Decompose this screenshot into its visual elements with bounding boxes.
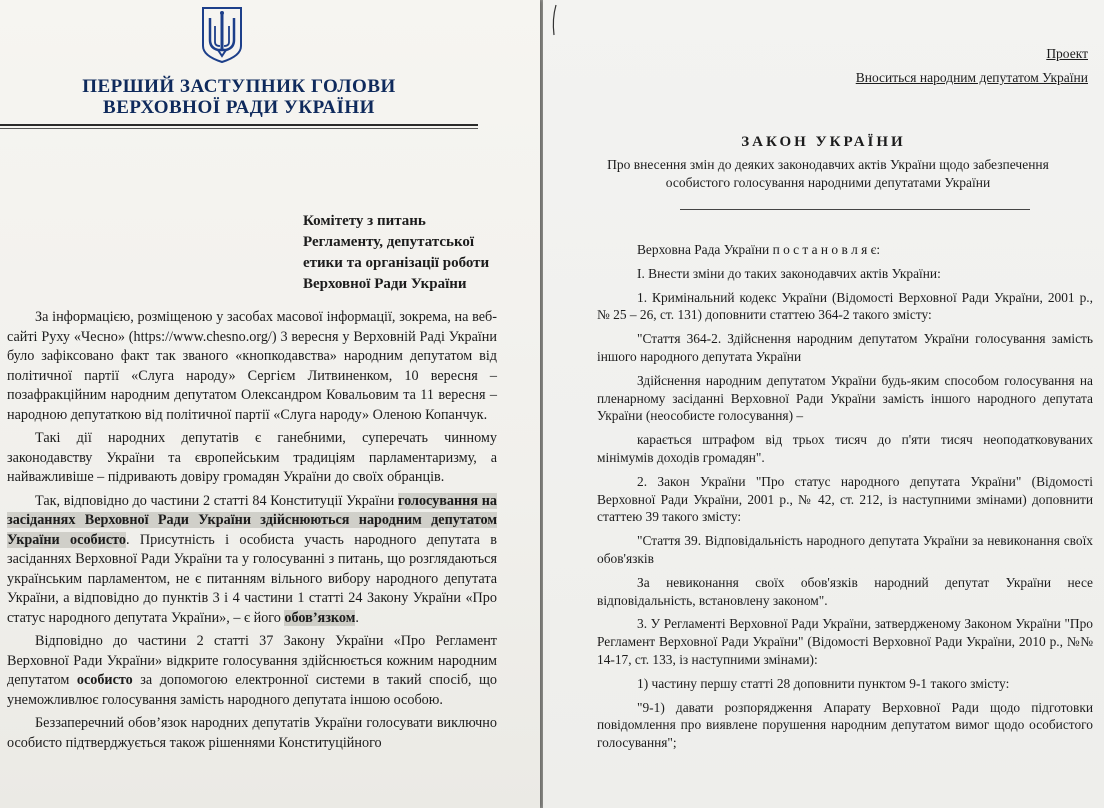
paragraph: Беззаперечний обов’язок народних депутатів України голосувати виключно особисто підтверджується також рішеннями Конституційного bbox=[7, 715, 497, 751]
header-divider-thin bbox=[0, 128, 478, 129]
law-item: Здійснення народним депутатом України будь-яким способом голосування на пленарному засіданні Верховної Ради України замість іншого народного депутата України (неособисте голосування) – bbox=[597, 372, 1093, 424]
trident-emblem-icon bbox=[201, 6, 243, 64]
paragraph: За інформацією, розміщеною у засобах масової інформації, зокрема, на веб-сайті Руху «Чесно» (https://www.chesno.org/) 3 вересня у Верховній Раді України було зафіксовано факт так званого «кнопкодавства» народним депутатом від політичної партії «Слуга народу» Сергієм Литвиненком, 10 вересня – позафракційним народним депутатом Олександром Ковальовим та 11 вересня – народною депутаткою від політичної партії «Слуга народу» Оленою Копанчук. bbox=[7, 309, 497, 423]
law-item: 1) частину першу статті 28 доповнити пунктом 9-1 такого змісту: bbox=[637, 675, 1010, 691]
addressee-line: Верховної Ради України bbox=[303, 276, 467, 292]
paragraph: Такі дії народних депутатів є ганебними, суперечать чинному законодавству України та європейським традиціям парламентаризму, а найважливіше – підривають довіру громадян України до своїх обранців. bbox=[7, 430, 497, 485]
header-divider bbox=[0, 124, 478, 126]
law-item: "Стаття 39. Відповідальність народного депутата України за невиконання своїх обов'язків bbox=[597, 533, 1093, 566]
letter-body bbox=[7, 308, 497, 757]
addressee-line: Комітету з питань bbox=[303, 213, 426, 229]
text-run: Так, відповідно до частини 2 статті 84 Конституції України bbox=[35, 492, 398, 509]
addressee-line: Регламенту, депутатської bbox=[303, 234, 475, 250]
law-item: 3. У Регламенті Верховної Ради України, затвердженому Законом України "Про Регламент Верховної Ради України" (Відомості Верховної Ради України, 2010 р., №№ 14-17, ст. 133, із наступними змінами): bbox=[597, 616, 1093, 667]
law-item: 1. Кримінальний кодекс України (Відомості Верховної Ради України, 2001 р., № 25 – 26, ст. 131) доповнити статтею 364-2 такого змісту: bbox=[597, 289, 1093, 323]
highlighted-text: голосування на засіданнях Верховної Ради України здійснюються народним депутатом України особисто bbox=[7, 492, 497, 548]
pen-mark bbox=[550, 3, 558, 37]
law-title: ЗАКОН УКРАЇНИ bbox=[741, 134, 906, 150]
law-item: карається штрафом від трьох тисяч до п'яти тисяч неоподатковуваних мінімумів доходів громадян". bbox=[597, 432, 1093, 465]
addressee-line: етики та організації роботи bbox=[303, 255, 490, 271]
title-underline bbox=[680, 209, 1030, 210]
letter-page bbox=[0, 0, 540, 808]
intro bbox=[597, 241, 1093, 259]
text-run: . Присутність і особиста участь народного депутата в засіданнях Верховної Ради України та у голосуванні з питань, що розглядаються українським парламентом, не є питанням вільного вибору народного депутата України, а відповідно до пунктів 3 і 4 частини 1 статті 24 Закону України «Про статус народного депутата України», – є його bbox=[7, 531, 497, 626]
draft-law-page bbox=[543, 0, 1104, 808]
highlighted-text: обов’язком bbox=[284, 609, 356, 626]
law-item: За невиконання своїх обов'язків народний депутат України несе відповідальність, встановлену законом". bbox=[597, 574, 1093, 608]
draft-label: Проект bbox=[1046, 46, 1088, 61]
law-item: 2. Закон України "Про статус народного депутата України" (Відомості Верховної Ради України, 2001 р., № 42, ст. 212, із наступними змінами) доповнити статтею 39 такого змісту: bbox=[597, 473, 1093, 525]
sender-title-line2: ВЕРХОВНОЇ РАДИ УКРАЇНИ bbox=[103, 97, 375, 118]
text-run: Верховна Рада України bbox=[637, 242, 773, 257]
paragraph bbox=[7, 632, 497, 710]
bold-text: особисто bbox=[76, 672, 133, 688]
law-item: "Стаття 364-2. Здійснення народним депутатом України голосування замість іншого народного депутата України bbox=[597, 331, 1093, 364]
text-run: за допомогою електронної системи в такий спосіб, що унеможливлює голосування замість народного депутата іншою особою. bbox=[7, 672, 497, 708]
law-item: І. Внести зміни до таких законодавчих актів України: bbox=[637, 265, 941, 281]
law-body bbox=[597, 241, 1093, 758]
text-run: Відповідно до частини 2 статті 37 Закону України «Про Регламент Верховної Ради України» відкрите голосування здійснюється кожним народним депутатом bbox=[7, 633, 497, 688]
submitted-by-note: Вноситься народним депутатом України bbox=[855, 70, 1088, 85]
text-run: п о с т а н о в л я є: bbox=[772, 242, 881, 257]
addressee-block bbox=[303, 211, 523, 295]
paragraph bbox=[7, 492, 497, 629]
text-run: . bbox=[355, 609, 359, 626]
law-item: "9-1) давати розпорядження Апарату Верховної Ради щодо підготовки повідомлення про виявлене порушення народним депутатом вимог щодо особистого голосування"; bbox=[597, 699, 1093, 751]
sender-title-line1: ПЕРШИЙ ЗАСТУПНИК ГОЛОВИ bbox=[82, 76, 396, 97]
law-subtitle: Про внесення змін до деяких законодавчих актів України щодо забезпечення особистого голосування народними депутатами України bbox=[607, 157, 1049, 190]
